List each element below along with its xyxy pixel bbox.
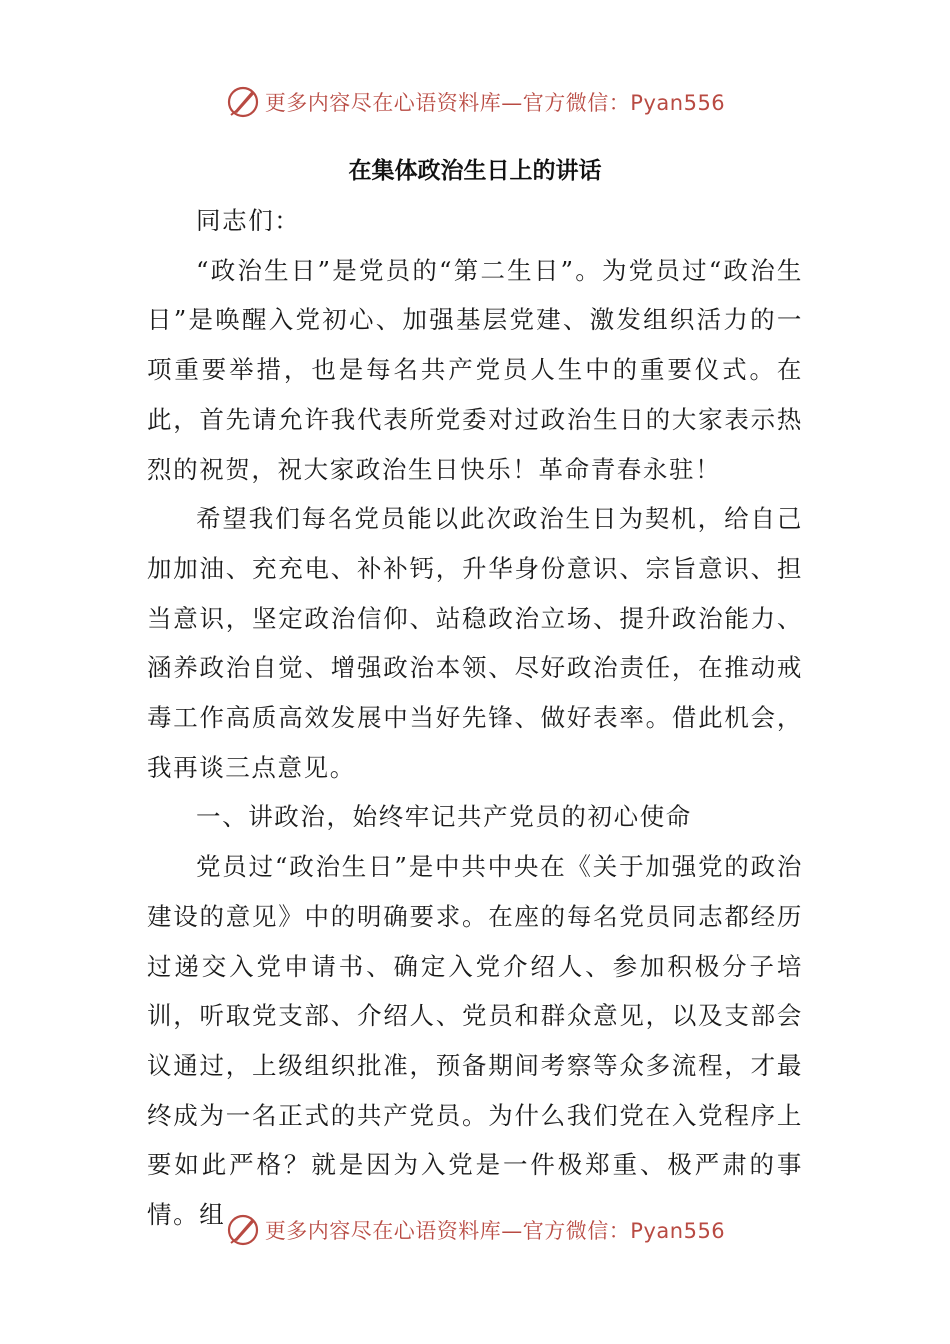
paragraph: “政治生日”是党员的“第二生日”。为党员过“政治生日”是唤醒入党初心、加强基层党建、激发组织活力的一项重要举措，也是每名共产党员人生中的重要仪式。在此，首先请允许我代表所党委对过政治生日的大家表示热烈的祝贺，祝大家政治生日快乐！革命青春永驻！ [147, 255, 803, 484]
header-watermark-text: 更多内容尽在心语资料库—官方微信：Pyan556 [264, 91, 726, 115]
quill-pen-logo-icon [225, 84, 261, 120]
footer-watermark-banner [0, 1210, 950, 1250]
section-heading: 一、讲政治，始终牢记共产党员的初心使命 [196, 802, 692, 832]
footer-watermark-text: 更多内容尽在心语资料库—官方微信：Pyan556 [264, 1219, 726, 1243]
document-title: 在集体政治生日上的讲话 [348, 158, 602, 184]
paragraph: 党员过“政治生日”是中共中央在《关于加强党的政治建设的意见》中的明确要求。在座的每名党员同志都经历过递交入党申请书、确定入党介绍人、参加积极分子培训，听取党支部、介绍人、党员和群众意见，以及支部会议通过，上级组织批准，预备期间考察等众多流程，才最终成为一名正式的共产党员。为什么我们党在入党程序上要如此严格？就是因为入党是一件极郑重、极严肃的事情。组 [147, 852, 803, 1230]
salutation: 同志们： [196, 206, 301, 235]
quill-pen-logo-icon [225, 1212, 261, 1248]
paragraph: 希望我们每名党员能以此次政治生日为契机，给自己加加油、充充电、补补钙，升华身份意识、宗旨意识、担当意识，坚定政治信仰、站稳政治立场、提升政治能力、涵养政治自觉、增强政治本领、尽好政治责任，在推动戒毒工作高质高效发展中当好先锋、做好表率。借此机会，我再谈三点意见。 [147, 504, 803, 782]
header-watermark-banner [0, 82, 950, 122]
document-body [147, 196, 803, 1240]
